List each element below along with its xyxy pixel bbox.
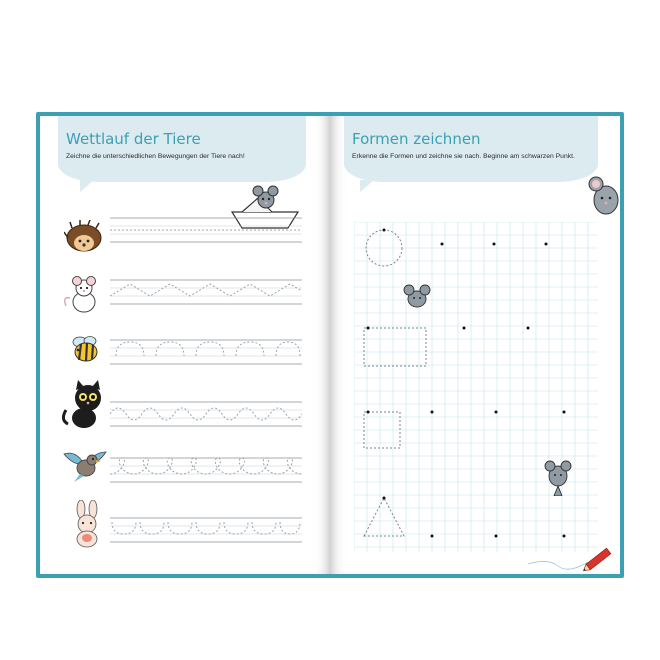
banner-tail bbox=[80, 180, 94, 192]
right-page bbox=[330, 116, 620, 574]
dotted-rectangle bbox=[364, 328, 426, 366]
dotted-triangle bbox=[364, 498, 404, 536]
left-title-banner bbox=[58, 116, 306, 182]
tracing-row-arches[interactable] bbox=[110, 334, 302, 372]
mouse-icon bbox=[402, 284, 432, 308]
hedgehog-icon bbox=[64, 220, 104, 254]
banner-tail bbox=[360, 180, 374, 192]
tracing-row-loops[interactable] bbox=[110, 452, 302, 490]
start-dot bbox=[463, 327, 466, 330]
rabbit-icon bbox=[70, 500, 104, 548]
start-dot bbox=[563, 411, 566, 414]
start-dot bbox=[383, 229, 386, 232]
tracing-row-cups[interactable] bbox=[110, 512, 302, 550]
start-dot bbox=[367, 411, 370, 414]
start-dot bbox=[495, 535, 498, 538]
bird-icon bbox=[62, 446, 108, 486]
start-dot bbox=[527, 327, 530, 330]
page-title: Wettlauf der Tiere bbox=[66, 130, 201, 148]
start-dot bbox=[367, 327, 370, 330]
page-instruction: Zeichne die unterschiedlichen Bewegungen der Tiere nach! bbox=[66, 153, 245, 160]
start-dot bbox=[563, 535, 566, 538]
tracing-row-waves[interactable] bbox=[110, 396, 302, 434]
start-dot bbox=[441, 243, 444, 246]
start-dot bbox=[545, 243, 548, 246]
start-dot bbox=[493, 243, 496, 246]
shape-tracing-grid[interactable] bbox=[354, 222, 598, 552]
pencil-icon bbox=[528, 544, 618, 574]
mouse-icon bbox=[544, 460, 572, 496]
start-dot bbox=[431, 535, 434, 538]
peeking-mouse-icon bbox=[588, 176, 620, 218]
tracing-row-straight[interactable] bbox=[110, 212, 302, 250]
start-dot bbox=[383, 497, 386, 500]
mouse-icon bbox=[62, 276, 104, 316]
bee-icon bbox=[70, 334, 102, 364]
left-page bbox=[40, 116, 330, 574]
right-title-banner bbox=[344, 116, 598, 182]
page-title: Formen zeichnen bbox=[352, 130, 481, 148]
start-dot bbox=[495, 411, 498, 414]
start-dot bbox=[431, 411, 434, 414]
page-instruction: Erkenne die Formen und zeichne sie nach. Beginne am schwarzen Punkt. bbox=[352, 153, 575, 160]
cat-icon bbox=[60, 380, 108, 430]
tracing-row-zigzag[interactable] bbox=[110, 274, 302, 312]
